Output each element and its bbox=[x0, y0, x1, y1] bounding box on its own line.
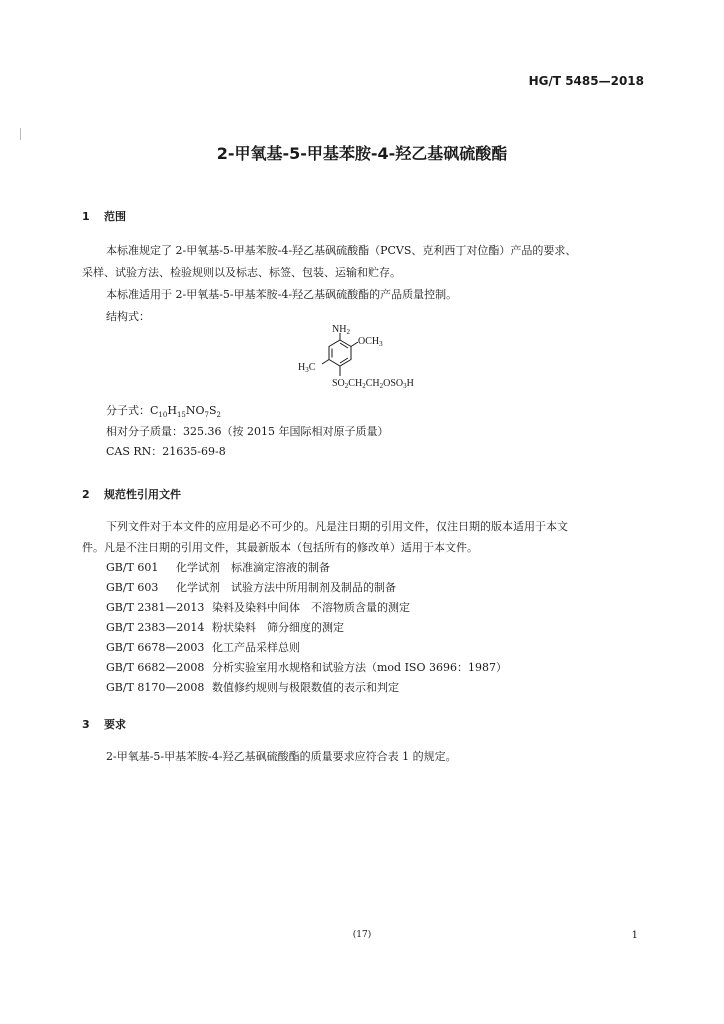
reference-item bbox=[106, 619, 344, 635]
cas-number: CAS RN：21635-69-8 bbox=[106, 445, 226, 458]
scope-paragraph-2: 本标准适用于 2-甲氧基-5-甲基苯胺-4-羟乙基砜硫酸酯的产品质量控制。 bbox=[106, 288, 458, 301]
normative-intro-line-1: 下列文件对于本文件的应用是必不可少的。凡是注日期的引用文件，仅注日期的版本适用于本文 bbox=[106, 520, 568, 533]
reference-title: 粉状染料 筛分细度的测定 bbox=[212, 621, 344, 634]
section-heading-scope bbox=[82, 208, 126, 224]
reference-item bbox=[106, 579, 396, 595]
reference-title: 数值修约规则与极限数值的表示和判定 bbox=[212, 681, 399, 694]
reference-item bbox=[106, 559, 330, 575]
section-number: 1 bbox=[82, 210, 90, 223]
reference-code: GB/T 603 bbox=[106, 581, 159, 594]
normative-intro-line-2: 件。凡是不注日期的引用文件，其最新版本（包括所有的修改单）适用于本文件。 bbox=[82, 541, 478, 554]
page-number: 1 bbox=[631, 930, 638, 941]
reference-item bbox=[106, 679, 399, 695]
reference-code: GB/T 2383—2014 bbox=[106, 621, 205, 634]
bond-ch3 bbox=[322, 360, 329, 365]
structure-label: 结构式： bbox=[106, 310, 150, 323]
section-title: 要求 bbox=[104, 718, 126, 731]
requirements-text: 2-甲氧基-5-甲基苯胺-4-羟乙基砜硫酸酯的质量要求应符合表 1 的规定。 bbox=[106, 750, 457, 763]
section-number: 3 bbox=[82, 718, 90, 731]
reference-item bbox=[106, 639, 300, 655]
sulfonyl-chain: $SO_2CH_2CH_2OSO_3H$ bbox=[332, 378, 414, 390]
section-number: 2 bbox=[82, 488, 90, 501]
molecular-mass: 相对分子质量：325.36（按 2015 年国际相对原子质量） bbox=[106, 425, 389, 438]
standard-number: HG/T 5485—2018 bbox=[528, 74, 644, 88]
scope-paragraph-1 bbox=[82, 240, 660, 262]
scope-paragraph-1-line-1: 本标准规定了 2-甲氧基-5-甲基苯胺-4-羟乙基砜硫酸酯（PCVS、克利西丁对位酯）产品的要求、 bbox=[106, 244, 577, 257]
bond-och3 bbox=[351, 342, 358, 347]
reference-item bbox=[106, 599, 410, 615]
och3-group: $OCH_3$ bbox=[358, 336, 383, 348]
scope-paragraph-1-line-2: 采样、试验方法、检验规则以及标志、标签、包装、运输和贮存。 bbox=[82, 266, 401, 279]
reference-title: 化工产品采样总则 bbox=[212, 641, 300, 654]
section-heading-normative bbox=[82, 486, 181, 502]
scan-margin-mark bbox=[20, 128, 21, 140]
structural-formula bbox=[292, 322, 452, 398]
reference-code: GB/T 8170—2008 bbox=[106, 681, 205, 694]
document-title: 2-甲氧基-5-甲基苯胺-4-羟乙基砜硫酸酯 bbox=[216, 144, 508, 163]
reference-title: 化学试剂 标准滴定溶液的制备 bbox=[176, 561, 330, 574]
reference-title: 染料及染料中间体 不溶物质含量的测定 bbox=[212, 601, 410, 614]
formula-label: 分子式： bbox=[106, 404, 150, 417]
section-title: 范围 bbox=[104, 210, 126, 223]
reference-code: GB/T 2381—2013 bbox=[106, 601, 205, 614]
section-title: 规范性引用文件 bbox=[104, 488, 181, 501]
reference-title: 分析实验室用水规格和试验方法（mod ISO 3696：1987） bbox=[212, 661, 507, 674]
reference-code: GB/T 6678—2003 bbox=[106, 641, 205, 654]
reference-title: 化学试剂 试验方法中所用制剂及制品的制备 bbox=[176, 581, 396, 594]
ch3-group: $H_3C$ bbox=[298, 362, 316, 374]
section-heading-requirements bbox=[82, 716, 126, 732]
benzene-ring bbox=[322, 333, 358, 376]
nh2-group: $NH_2$ bbox=[332, 324, 350, 336]
page-footer-center: (17) bbox=[352, 930, 372, 940]
reference-code: GB/T 6682—2008 bbox=[106, 661, 205, 674]
reference-code: GB/T 601 bbox=[106, 561, 159, 574]
reference-item bbox=[106, 659, 507, 675]
molecular-formula: 分子式：$C_{10}H_{15}NO_7S_2$ bbox=[106, 404, 221, 420]
